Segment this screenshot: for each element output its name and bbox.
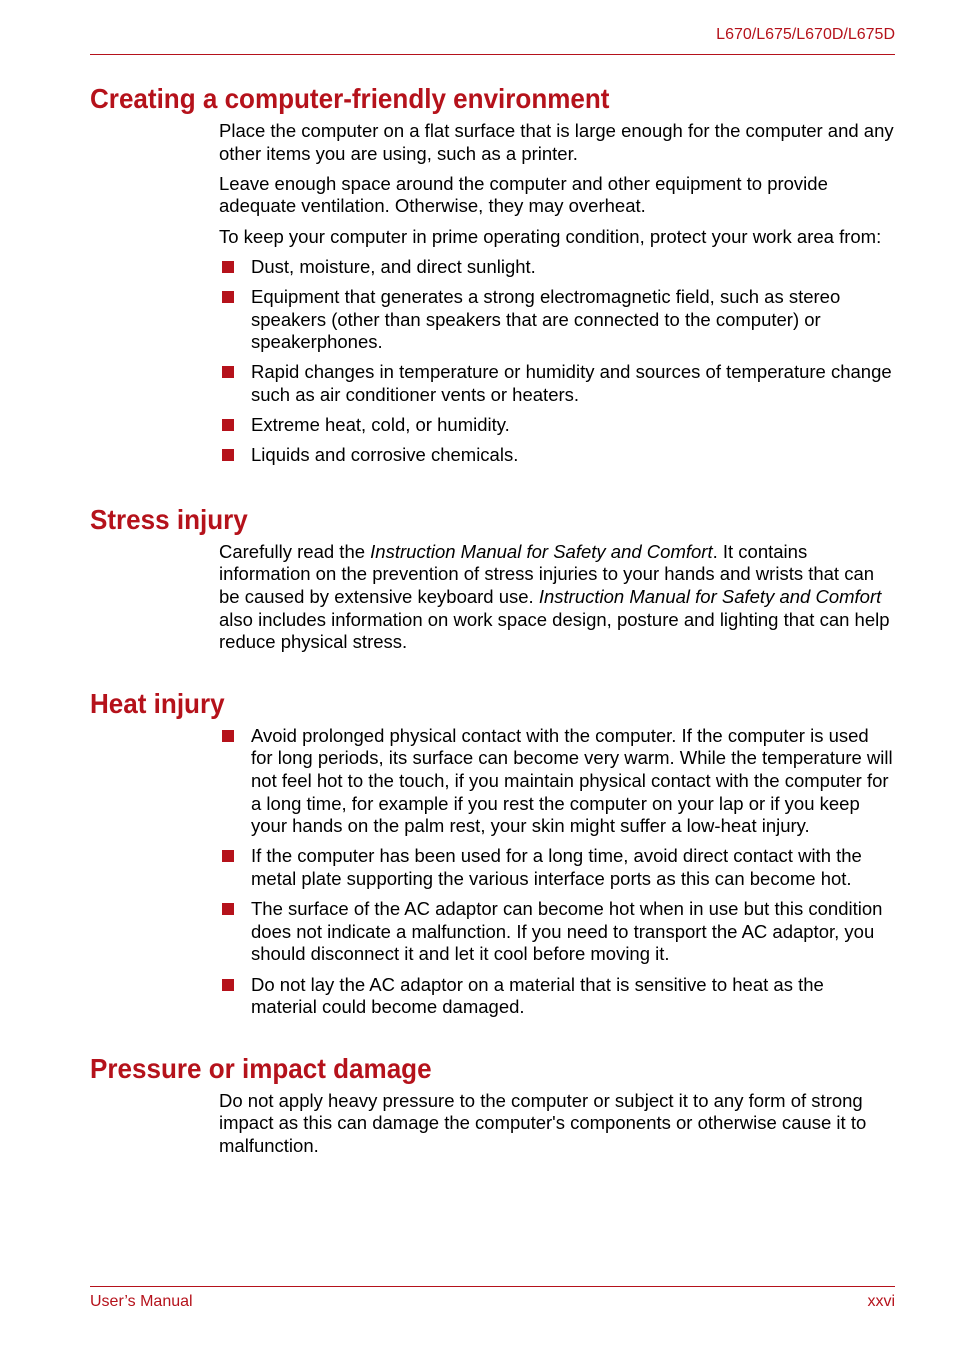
header-rule bbox=[90, 54, 895, 55]
list-item-text: Equipment that generates a strong electromagnetic field, such as stereo speakers (other than speakers that are connected to the computer) or speakerphones. bbox=[251, 285, 841, 353]
list-item-text: The surface of the AC adaptor can become hot when in use but this condition does not indicate a malfunction. If you need to transport the AC adaptor, you should disconnect it and let it cool before moving it. bbox=[251, 898, 883, 965]
section-body-pressure bbox=[219, 1090, 894, 1158]
bullet-square-icon bbox=[222, 730, 234, 742]
bullet-square-icon bbox=[222, 419, 234, 431]
footer-manual-label: User’s Manual bbox=[90, 1293, 193, 1310]
footer-rule bbox=[90, 1286, 895, 1287]
section-title-pressure: Pressure or impact damage bbox=[90, 1052, 432, 1084]
list-item bbox=[219, 286, 894, 354]
list-item bbox=[219, 974, 894, 1019]
list-item-text: Liquids and corrosive chemicals. bbox=[251, 444, 519, 466]
bullet-square-icon bbox=[222, 979, 234, 991]
text-run: also includes information on work space design, posture and lighting that can help reduce physical stress. bbox=[219, 608, 890, 653]
list-item bbox=[219, 414, 894, 437]
paragraph: Place the computer on a flat surface that is large enough for the computer and any other items you are using, such as a printer. bbox=[219, 120, 894, 164]
section-body-environment bbox=[219, 120, 894, 467]
page-content bbox=[90, 82, 895, 1165]
section-title-heat: Heat injury bbox=[90, 687, 225, 719]
bullet-square-icon bbox=[222, 449, 234, 461]
paragraph: To keep your computer in prime operating condition, protect your work area from: bbox=[219, 225, 882, 247]
manual-title-italic: Instruction Manual for Safety and Comfort bbox=[370, 540, 713, 562]
list-item bbox=[219, 725, 894, 838]
section-body-heat bbox=[219, 725, 894, 1019]
list-item-text: Extreme heat, cold, or humidity. bbox=[251, 414, 510, 436]
list-item bbox=[219, 444, 894, 467]
list-item-text: Do not lay the AC adaptor on a material that is sensitive to heat as the material could become damaged. bbox=[251, 973, 824, 1018]
text-run: Carefully read the bbox=[219, 540, 371, 562]
section-title-environment: Creating a computer-friendly environment bbox=[90, 83, 610, 114]
list-item bbox=[219, 845, 894, 890]
paragraph: Leave enough space around the computer and other equipment to provide adequate ventilation. Otherwise, they may overheat. bbox=[219, 172, 828, 217]
bullet-list bbox=[219, 725, 894, 1019]
list-item bbox=[219, 256, 894, 279]
list-item-text: Rapid changes in temperature or humidity and sources of temperature change such as air conditioner vents or heaters. bbox=[251, 361, 892, 405]
page-number: xxvi bbox=[867, 1293, 895, 1310]
header-model: L670/L675/L670D/L675D bbox=[716, 26, 895, 43]
bullet-square-icon bbox=[222, 903, 234, 915]
paragraph bbox=[219, 541, 894, 654]
list-item bbox=[219, 898, 894, 966]
bullet-list bbox=[219, 256, 894, 467]
list-item-text: Dust, moisture, and direct sunlight. bbox=[251, 255, 536, 277]
list-item bbox=[219, 361, 894, 406]
bullet-square-icon bbox=[222, 291, 234, 303]
list-item-text: If the computer has been used for a long time, avoid direct contact with the metal plate supporting the various interface ports as this can become hot. bbox=[251, 845, 862, 889]
paragraph: Do not apply heavy pressure to the computer or subject it to any form of strong impact as this can damage the computer's components or otherwise cause it to malfunction. bbox=[219, 1089, 867, 1156]
bullet-square-icon bbox=[222, 261, 234, 273]
section-title-stress: Stress injury bbox=[90, 503, 248, 535]
bullet-square-icon bbox=[222, 366, 234, 378]
list-item-text: Avoid prolonged physical contact with the computer. If the computer is used for long periods, its surface can become very warm. While the temperature will not feel hot to the touch, if you maintain physical contact with the computer for a long time, for example if you rest the computer on your lap or if you keep your hands on the palm rest, your skin might suffer a low-heat injury. bbox=[251, 724, 893, 837]
text-run: . It contains information on the prevention of stress injuries to your hands and wrists that can be caused by extensive keyboard use. bbox=[219, 540, 875, 608]
section-body-stress bbox=[219, 541, 894, 654]
bullet-square-icon bbox=[222, 850, 234, 862]
manual-title-italic: Instruction Manual for Safety and Comfort bbox=[538, 586, 882, 608]
